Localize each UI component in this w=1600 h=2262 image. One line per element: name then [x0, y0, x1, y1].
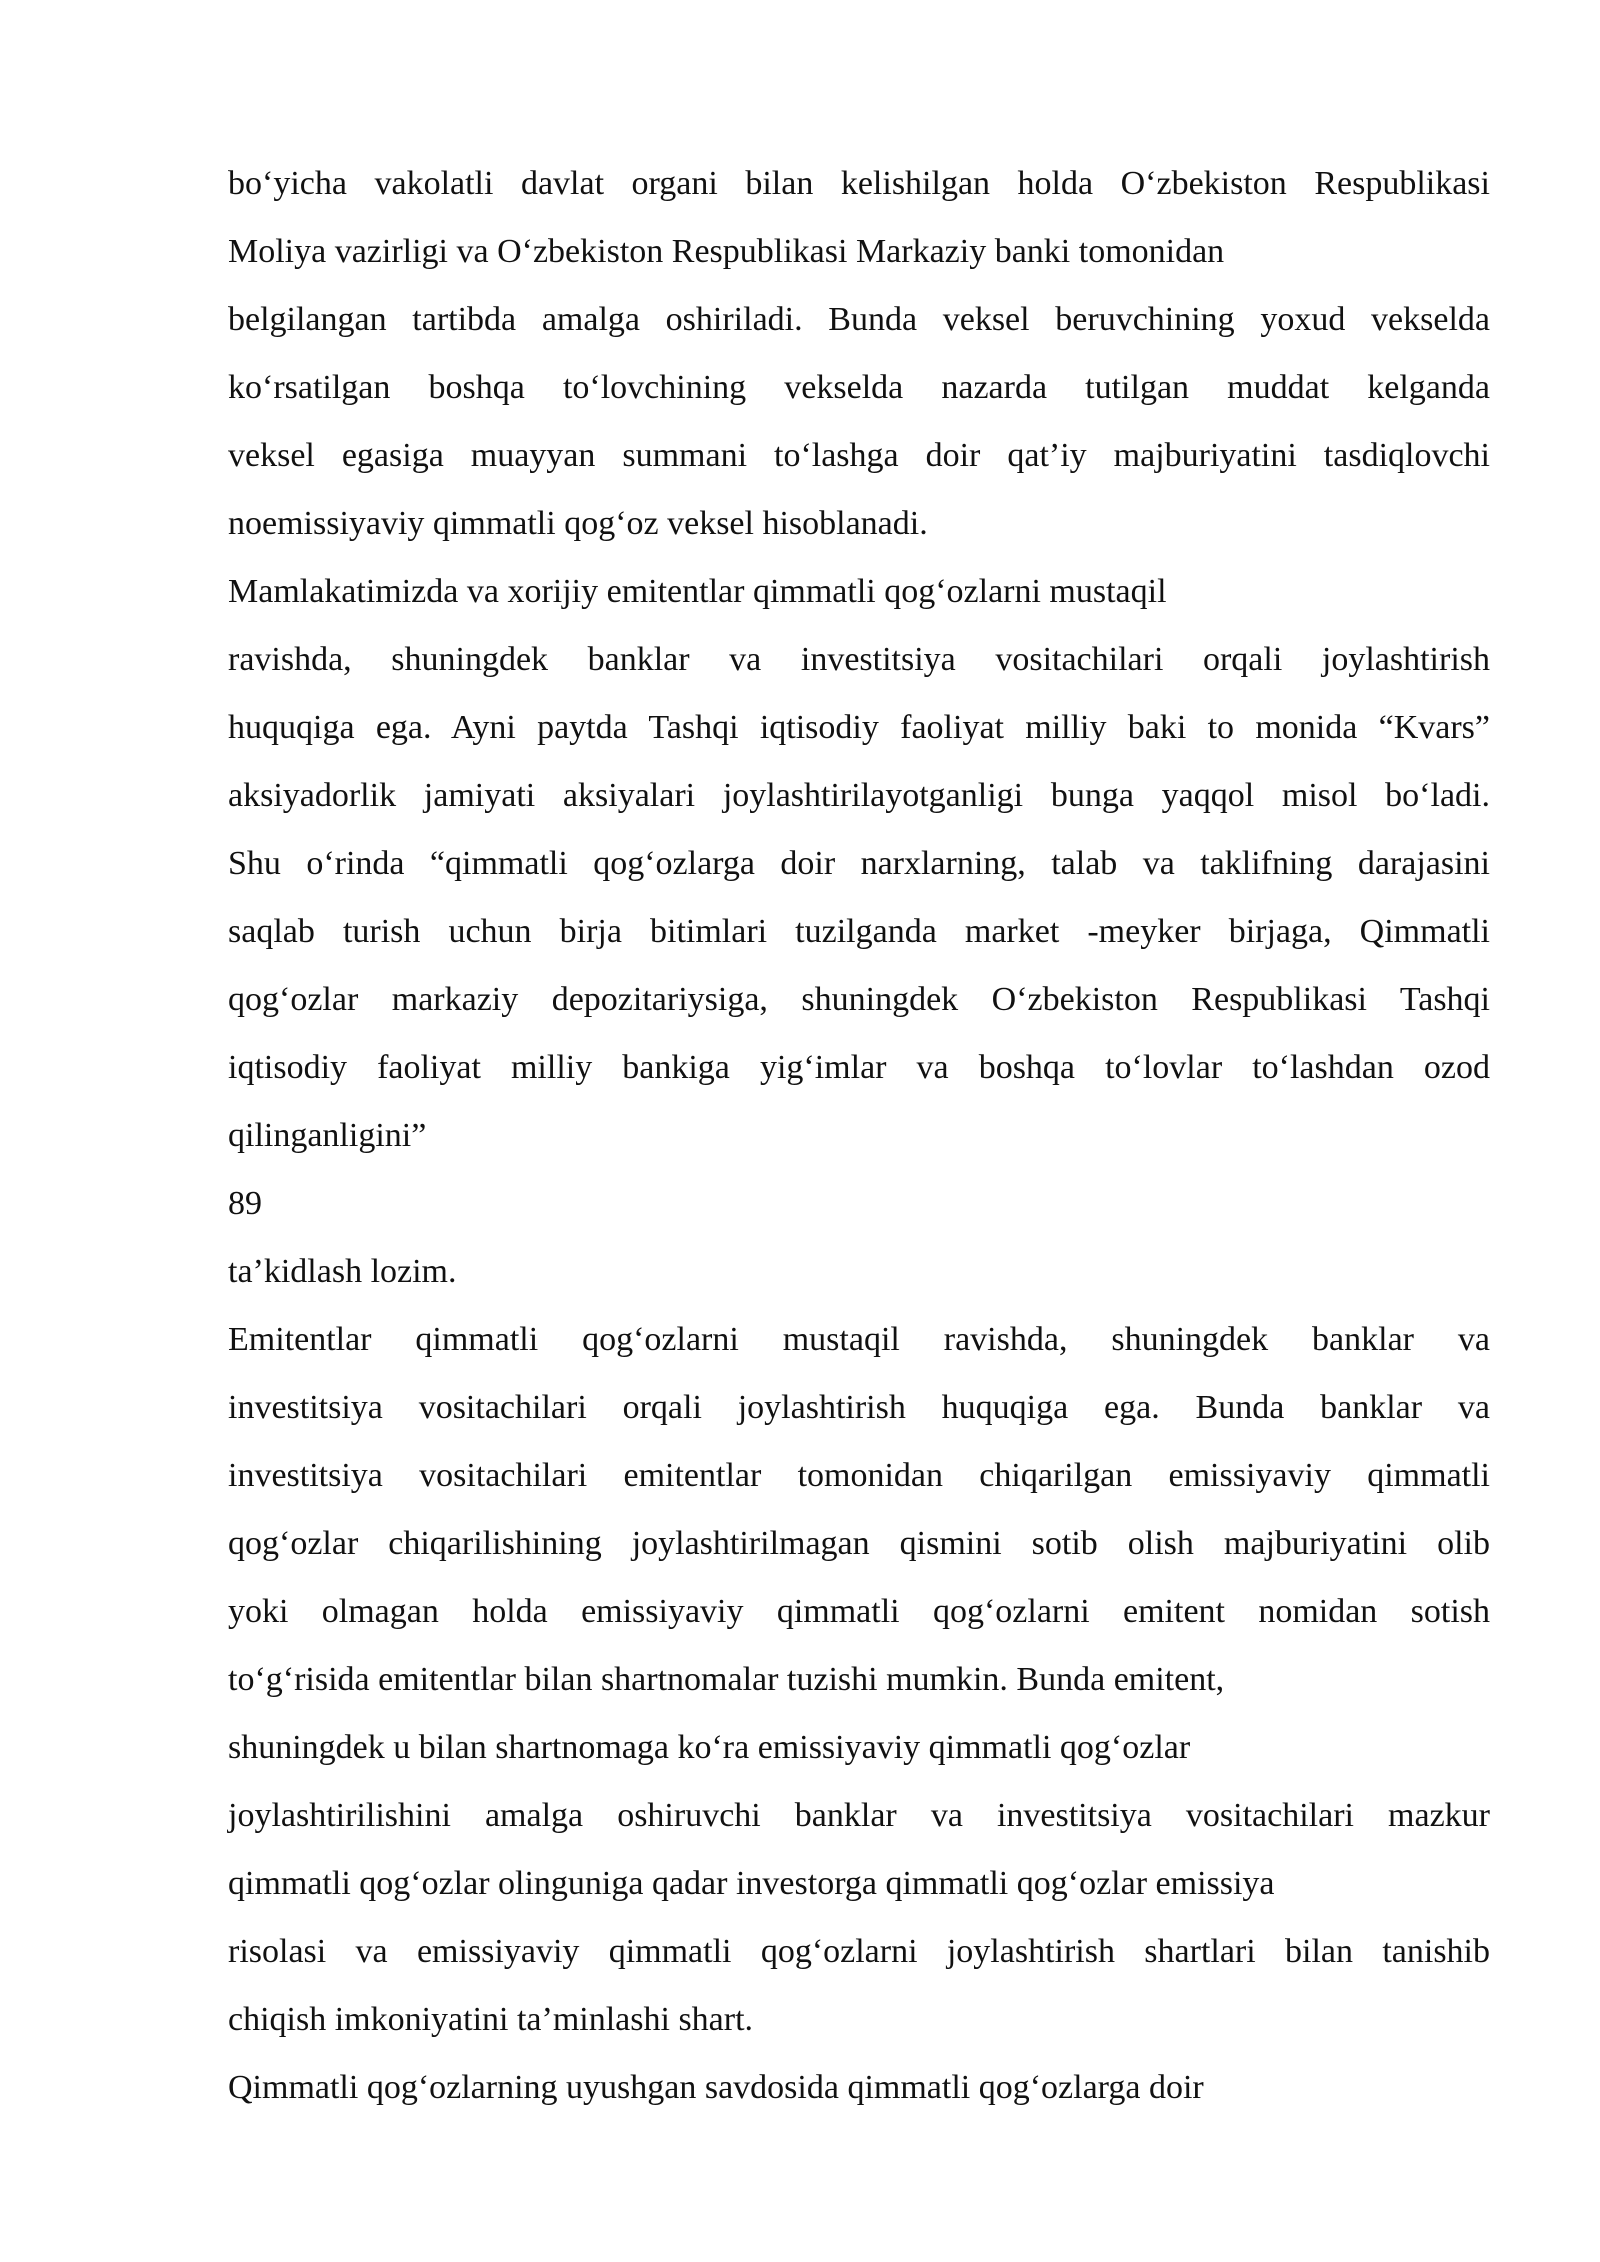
text-line: risolasi va emissiyaviy qimmatli qog‘ozlarni joylashtirish shartlari bilan tanishib: [228, 1933, 1490, 1970]
text-line: Emitentlar qimmatli qog‘ozlarni mustaqil ravishda, shuningdek banklar va: [228, 1321, 1490, 1358]
text-line: Moliya vazirligi va O‘zbekiston Respublikasi Markaziy banki tomonidan: [228, 233, 1225, 270]
text-line: qog‘ozlar chiqarilishining joylashtirilmagan qismini sotib olish majburiyatini olib: [228, 1525, 1490, 1562]
text-line: investitsiya vositachilari orqali joylashtirish huquqiga ega. Bunda banklar va: [228, 1389, 1490, 1426]
text-line: chiqish imkoniyatini ta’minlashi shart.: [228, 2001, 754, 2038]
text-line: ko‘rsatilgan boshqa to‘lovchining vekselda nazarda tutilgan muddat kelganda: [228, 369, 1490, 406]
text-line: ta’kidlash lozim.: [228, 1253, 457, 1290]
page-number: 89: [228, 1185, 262, 1222]
text-line: saqlab turish uchun birja bitimlari tuzilganda market -meyker birjaga, Qimmatli: [228, 913, 1490, 950]
text-line: shuningdek u bilan shartnomaga ko‘ra emissiyaviy qimmatli qog‘ozlar: [228, 1729, 1191, 1766]
text-line: Mamlakatimizda va xorijiy emitentlar qimmatli qog‘ozlarni mustaqil: [228, 573, 1167, 610]
text-line: Shu o‘rinda “qimmatli qog‘ozlarga doir narxlarning, talab va taklifning darajasini: [228, 845, 1490, 882]
text-line: investitsiya vositachilari emitentlar tomonidan chiqarilgan emissiyaviy qimmatli: [228, 1457, 1490, 1494]
text-line: huquqiga ega. Ayni paytda Tashqi iqtisodiy faoliyat milliy baki to monida “Kvars”: [228, 709, 1490, 746]
text-line: to‘g‘risida emitentlar bilan shartnomalar tuzishi mumkin. Bunda emitent,: [228, 1661, 1225, 1698]
text-line: bo‘yicha vakolatli davlat organi bilan kelishilgan holda O‘zbekiston Respublikasi: [228, 165, 1490, 202]
text-line: aksiyadorlik jamiyati aksiyalari joylashtirilayotganligi bunga yaqqol misol bo‘ladi.: [228, 777, 1490, 814]
text-line: belgilangan tartibda amalga oshiriladi. Bunda veksel beruvchining yoxud vekselda: [228, 301, 1490, 338]
text-line: noemissiyaviy qimmatli qog‘oz veksel hisoblanadi.: [228, 505, 928, 542]
text-line: Qimmatli qog‘ozlarning uyushgan savdosida qimmatli qog‘ozlarga doir: [228, 2069, 1204, 2106]
body-text: [228, 150, 1490, 2122]
text-line: ravishda, shuningdek banklar va investitsiya vositachilari orqali joylashtirish: [228, 641, 1490, 678]
text-line: joylashtirilishini amalga oshiruvchi banklar va investitsiya vositachilari mazkur: [228, 1797, 1490, 1834]
text-line: iqtisodiy faoliyat milliy bankiga yig‘imlar va boshqa to‘lovlar to‘lashdan ozod: [228, 1049, 1490, 1086]
text-line: qog‘ozlar markaziy depozitariysiga, shuningdek O‘zbekiston Respublikasi Tashqi: [228, 981, 1490, 1018]
text-line: yoki olmagan holda emissiyaviy qimmatli qog‘ozlarni emitent nomidan sotish: [228, 1593, 1490, 1630]
text-line: veksel egasiga muayyan summani to‘lashga doir qat’iy majburiyatini tasdiqlovchi: [228, 437, 1490, 474]
text-line: qimmatli qog‘ozlar olinguniga qadar investorga qimmatli qog‘ozlar emissiya: [228, 1865, 1275, 1902]
text-line: qilinganligini”: [228, 1117, 427, 1154]
